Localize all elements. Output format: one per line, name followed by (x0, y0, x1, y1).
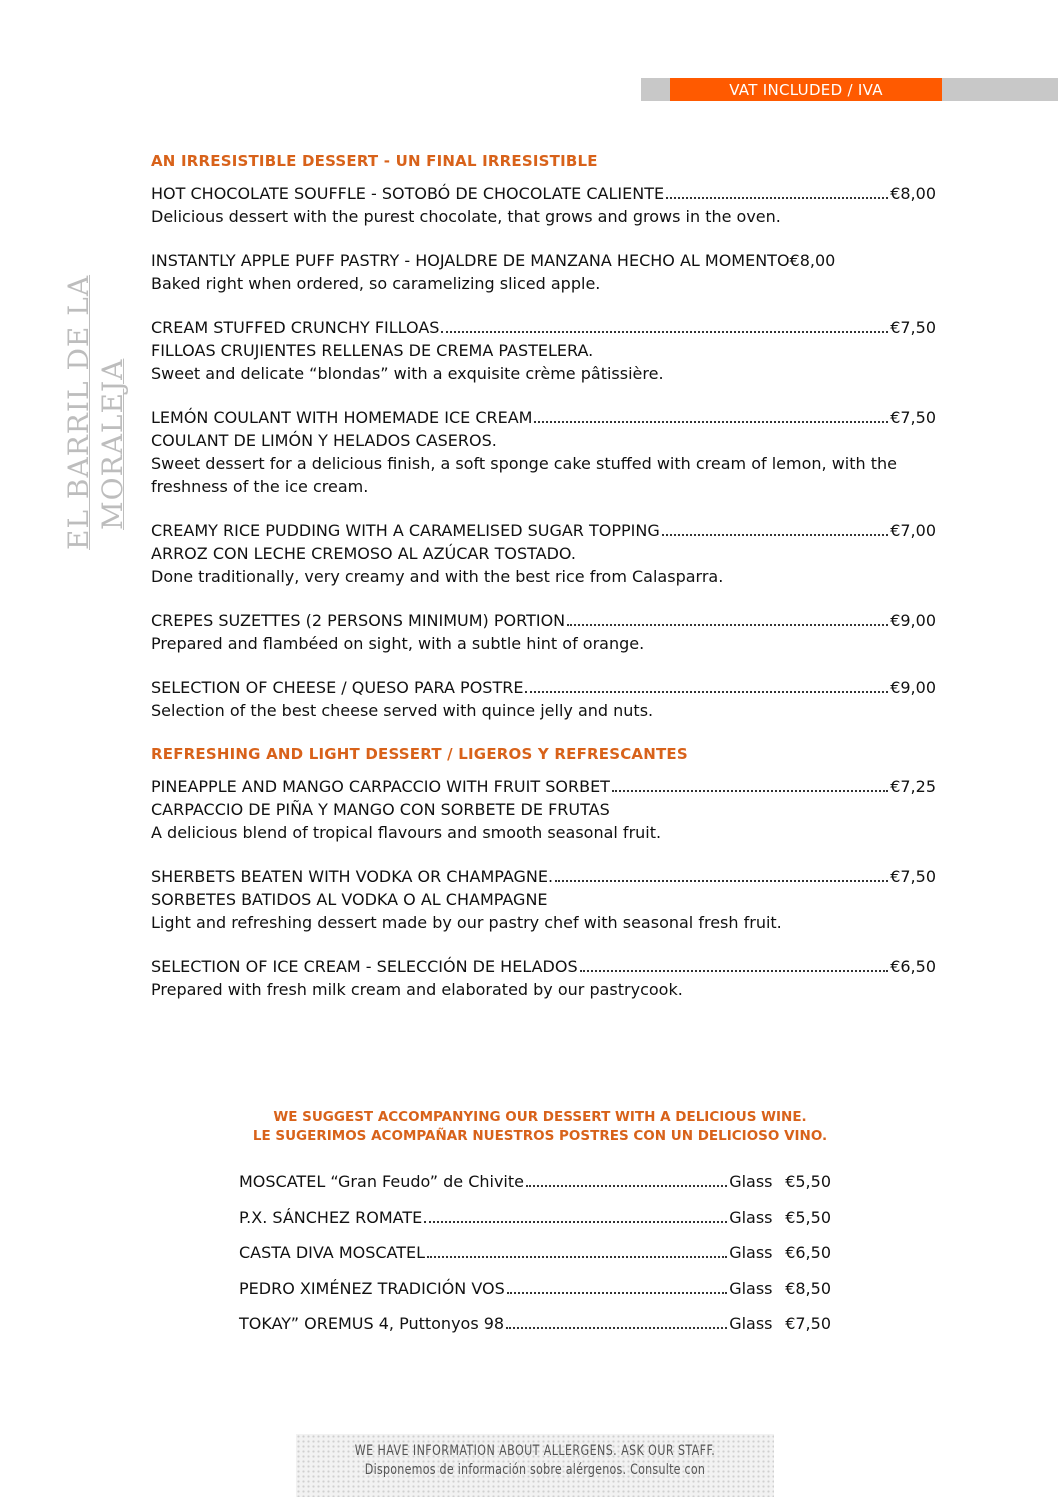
wine-unit: Glass (729, 1243, 773, 1262)
wine-unit: Glass (729, 1314, 773, 1333)
wine-list (239, 1170, 831, 1348)
item-line (151, 182, 936, 205)
item-description: Light and refreshing dessert made by our pastry chef with seasonal fresh fruit. (151, 913, 782, 932)
item-subtitle: FILLOAS CRUJIENTES RELLENAS DE CREMA PASTELERA. (151, 341, 594, 360)
wine-row (239, 1170, 831, 1206)
leader-dots (567, 624, 888, 626)
dessert-menu (151, 150, 941, 1022)
allergen-notice (296, 1434, 774, 1497)
menu-item (151, 775, 941, 844)
wine-price: €6,50 (785, 1243, 831, 1262)
item-subtitle: CARPACCIO DE PIÑA Y MANGO CON SORBETE DE FRUTAS (151, 800, 610, 819)
item-line (151, 955, 936, 978)
item-description: A delicious blend of tropical flavours and smooth seasonal fruit. (151, 823, 662, 842)
item-name: SELECTION OF ICE CREAM - SELECCIÓN DE HELADOS (151, 957, 578, 976)
allergen-line-es: Disponemos de información sobre alérgenos. Consulte con (364, 1462, 706, 1478)
section-irresistible-dessert (151, 150, 941, 722)
item-line (151, 775, 936, 798)
item-name: HOT CHOCOLATE SOUFFLE - SOTOBÓ DE CHOCOLATE CALIENTE (151, 184, 665, 203)
item-name: LEMÓN COULANT WITH HOMEMADE ICE CREAM (151, 408, 533, 427)
item-name: CREAM STUFFED CRUNCHY FILLOAS (151, 318, 440, 337)
section-refreshing-dessert (151, 743, 941, 1001)
item-description: Sweet dessert for a delicious finish, a soft sponge cake stuffed with cream of lemon, with the freshness of the ice cream. (151, 454, 897, 496)
item-description: Selection of the best cheese served with quince jelly and nuts. (151, 701, 654, 720)
wine-price: €8,50 (785, 1278, 831, 1298)
leader-dots (612, 790, 888, 792)
item-price: €7,50 (890, 318, 936, 337)
section-title: AN IRRESISTIBLE DESSERT - UN FINAL IRRESISTIBLE (151, 152, 598, 170)
wine-title-en: WE SUGGEST ACCOMPANYING OUR DESSERT WITH A DELICIOUS WINE. (273, 1109, 807, 1125)
wine-name: MOSCATEL “Gran Feudo” de Chivite (239, 1172, 524, 1191)
wine-name: P.X. SÁNCHEZ ROMATE (239, 1207, 423, 1227)
wine-name: CASTA DIVA MOSCATEL (239, 1243, 426, 1262)
wine-price: €7,50 (785, 1314, 831, 1333)
allergen-line-en: WE HAVE INFORMATION ABOUT ALLERGENS. ASK OUR STAFF. (354, 1443, 716, 1459)
item-description: Prepared and flambéed on sight, with a subtle hint of orange. (151, 634, 645, 653)
menu-item (151, 676, 941, 722)
item-name: INSTANTLY APPLE PUFF PASTRY - HOJALDRE DE MANZANA HECHO AL MOMENTO (151, 251, 790, 270)
item-line (151, 865, 936, 888)
leader-dots (506, 1327, 727, 1329)
item-description: Baked right when ordered, so caramelizing sliced apple. (151, 274, 601, 293)
wine-unit: Glass (729, 1278, 773, 1298)
menu-item (151, 182, 941, 228)
brand-watermark (62, 270, 132, 550)
menu-item (151, 406, 941, 498)
brand-line-2: MORALEJA (96, 358, 129, 530)
wine-row (239, 1312, 831, 1348)
item-subtitle: ARROZ CON LECHE CREMOSO AL AZÚCAR TOSTADO. (151, 544, 576, 563)
brand-line-1: EL BARRIL DE LA (62, 274, 95, 550)
item-line (151, 519, 936, 542)
leader-dots (662, 534, 888, 536)
wine-suggestion (150, 1108, 930, 1333)
item-description: Prepared with fresh milk cream and elaborated by our pastrycook. (151, 980, 683, 999)
item-price: €7,25 (890, 777, 936, 796)
item-price: €7,50 (890, 867, 936, 886)
leader-dots (525, 691, 888, 693)
item-line (151, 609, 936, 632)
wine-row (239, 1277, 831, 1313)
item-line (151, 249, 941, 272)
item-subtitle: COULANT DE LIMÓN Y HELADOS CASEROS. (151, 431, 497, 450)
leader-dots (534, 421, 888, 423)
item-line (151, 676, 936, 699)
item-name: CREPES SUZETTES (2 PERSONS MINIMUM) PORTION (151, 611, 566, 630)
item-name: CREAMY RICE PUDDING WITH A CARAMELISED SUGAR TOPPING (151, 521, 660, 540)
leader-dots (427, 1256, 727, 1258)
item-description: Sweet and delicate “blondas” with a exquisite crème pâtissière. (151, 364, 664, 383)
vat-label: VAT INCLUDED / IVA (729, 80, 883, 99)
item-line (151, 316, 936, 339)
wine-unit: Glass (729, 1207, 773, 1227)
vat-badge (670, 78, 942, 101)
item-price: €8,00 (890, 184, 936, 203)
leader-dots (555, 880, 888, 882)
item-line (151, 406, 936, 429)
item-price: €8,00 (789, 251, 836, 270)
section-title: REFRESHING AND LIGHT DESSERT / LIGEROS Y REFRESCANTES (151, 745, 688, 763)
item-subtitle: SORBETES BATIDOS AL VODKA O AL CHAMPAGNE (151, 890, 548, 909)
leader-dots (580, 970, 889, 972)
wine-price: €5,50 (785, 1207, 831, 1227)
item-description: Delicious dessert with the purest chocolate, that grows and grows in the oven. (151, 207, 781, 226)
item-price: €7,50 (890, 408, 936, 427)
leader-dots (424, 1221, 727, 1223)
leader-dots (441, 331, 888, 333)
wine-name: TOKAY” OREMUS 4, Puttonyos 98 (239, 1314, 505, 1333)
leader-dots (526, 1185, 727, 1187)
leader-dots (666, 197, 888, 199)
wine-price: €5,50 (785, 1172, 831, 1191)
menu-item (151, 955, 941, 1001)
wine-title-es: LE SUGERIMOS ACOMPAÑAR NUESTROS POSTRES CON UN DELICIOSO VINO. (252, 1128, 828, 1144)
item-price: €6,50 (890, 957, 936, 976)
item-price: €9,00 (890, 611, 936, 630)
menu-item (151, 865, 941, 934)
wine-row (239, 1206, 831, 1242)
menu-item (151, 609, 941, 655)
menu-item (151, 249, 941, 295)
wine-name: PEDRO XIMÉNEZ TRADICIÓN VOS (239, 1278, 505, 1298)
item-price: €7,00 (890, 521, 936, 540)
wine-unit: Glass (729, 1172, 773, 1191)
item-name: PINEAPPLE AND MANGO CARPACCIO WITH FRUIT SORBET (151, 777, 610, 796)
item-description: Done traditionally, very creamy and with the best rice from Calasparra. (151, 567, 724, 586)
menu-item (151, 316, 941, 385)
menu-item (151, 519, 941, 588)
wine-row (239, 1241, 831, 1277)
item-name: SELECTION OF CHEESE / QUESO PARA POSTRE (151, 678, 524, 697)
item-price: €9,00 (890, 678, 936, 697)
leader-dots (507, 1292, 727, 1294)
item-name: SHERBETS BEATEN WITH VODKA OR CHAMPAGNE. (151, 867, 554, 886)
